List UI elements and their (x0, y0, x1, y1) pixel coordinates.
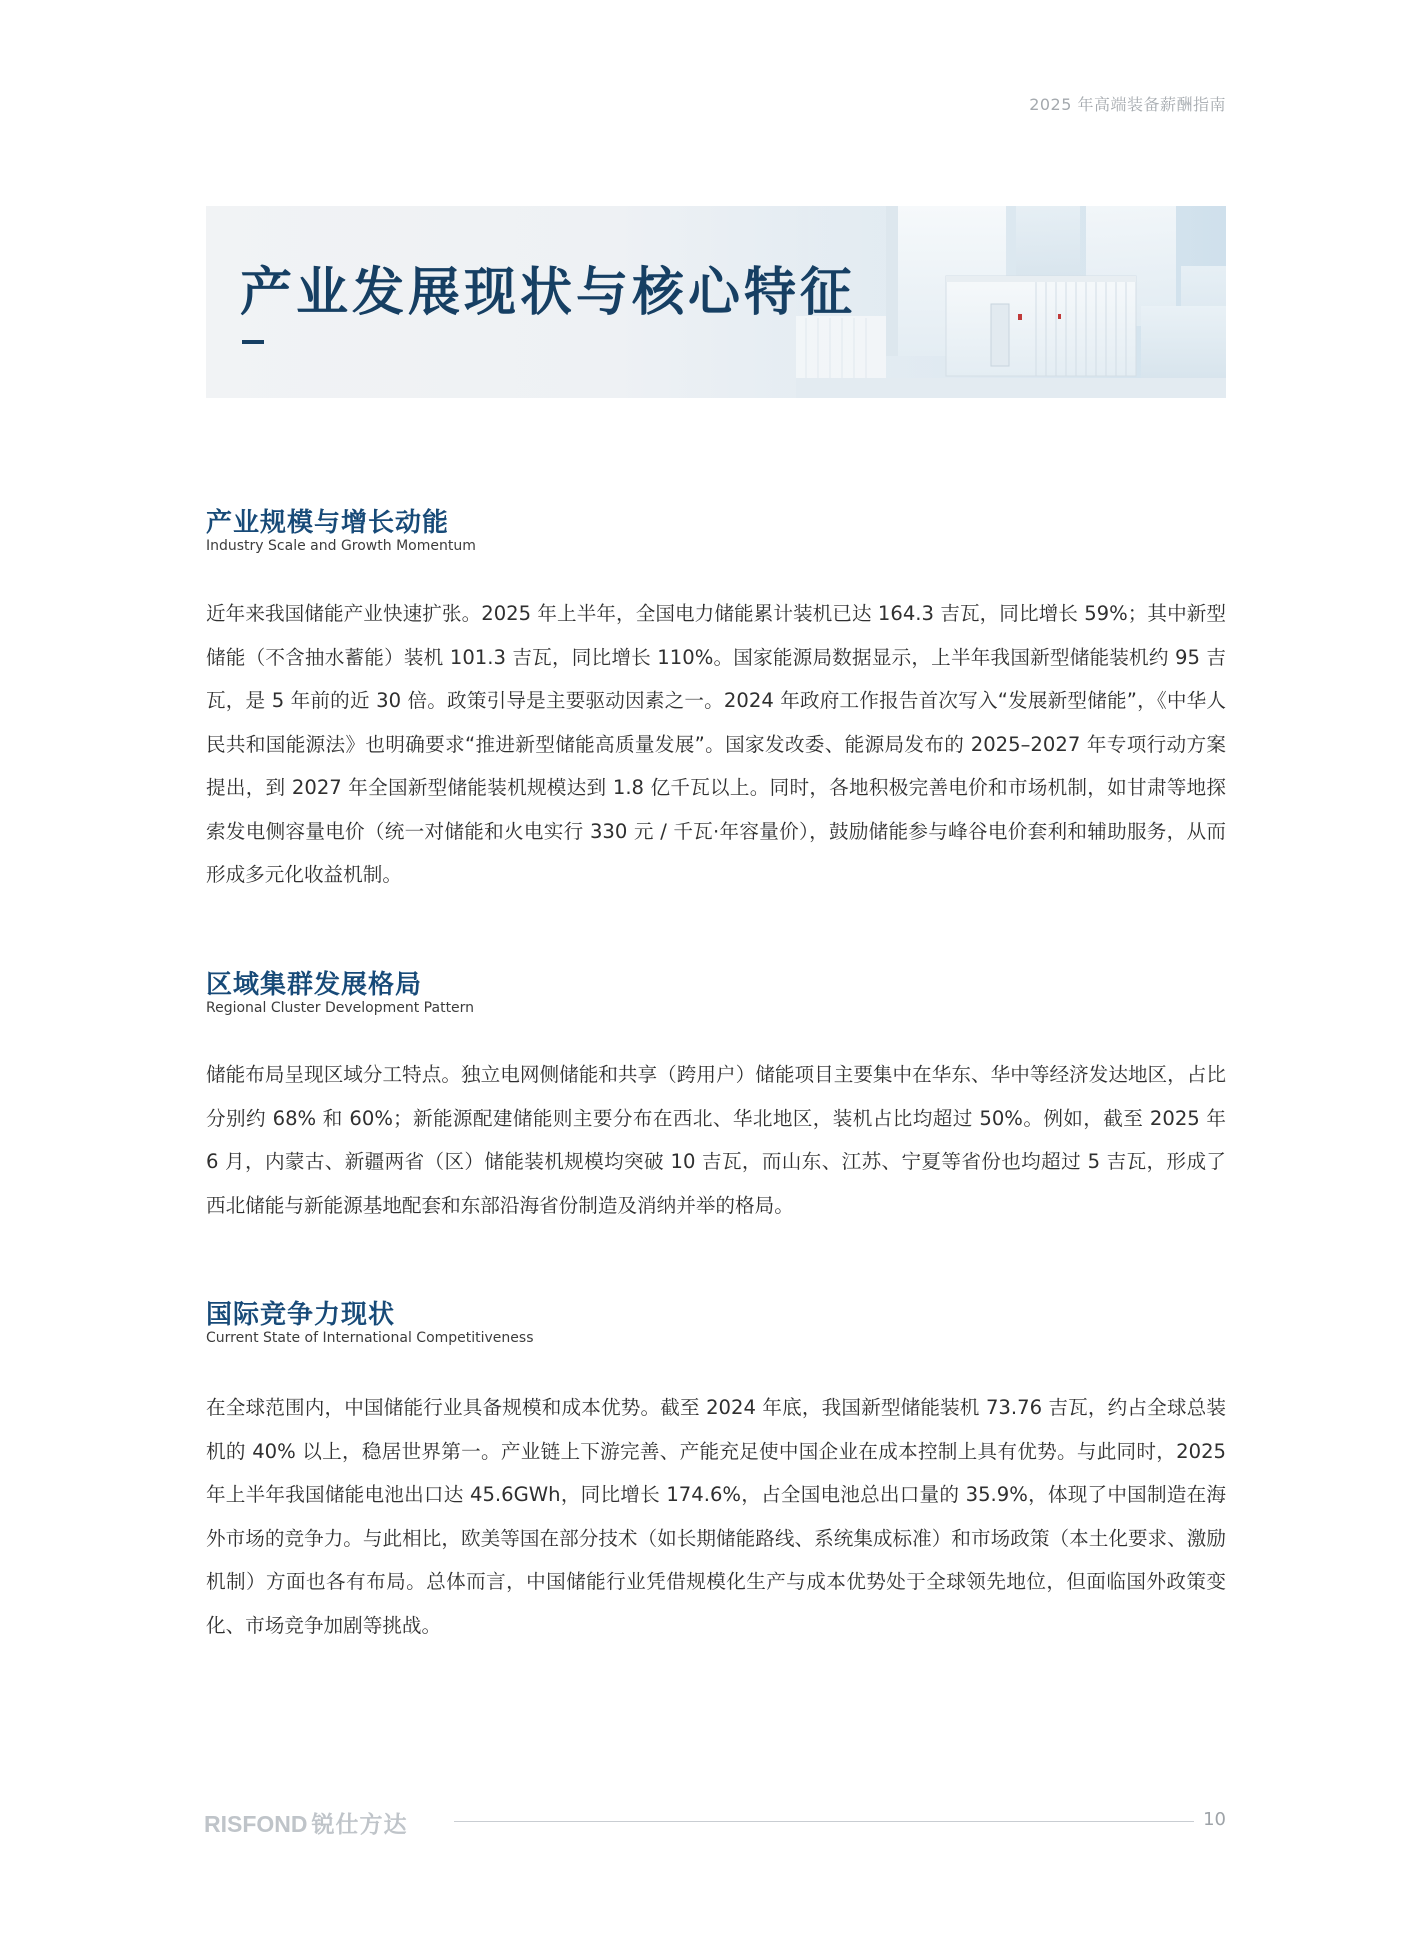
section-heading-regional-cluster (206, 970, 474, 1016)
chapter-title: 产业发展现状与核心特征 (240, 262, 857, 323)
title-underline-dash (242, 340, 264, 344)
chapter-banner (206, 206, 1226, 398)
logo-chinese-text: 锐仕方达 (311, 1811, 408, 1837)
section-heading-industry-scale (206, 508, 476, 554)
section-heading-international-competitiveness (206, 1300, 534, 1346)
logo-latin-text: RISFOND (204, 1811, 308, 1837)
section-title-zh: 产业规模与增长动能 (206, 508, 450, 538)
section-body-international-competitiveness: 在全球范围内，中国储能行业具备规模和成本优势。截至 2024 年底，我国新型储能装机 73.76 吉瓦，约占全球总装机的 40% 以上，稳居世界第一。产业链上下游完善、产能充足使中国企业在成本控制上具有优势。与此同时，2025 年上半年我国储能电池出口达 45.6GWh，同比增长 174.6%，占全国电池总出口量的 35.9%，体现了中国制造在海外市场的竞争力。与此相比，欧美等国在部分技术（如长期储能路线、系统集成标准）和市场政策（本土化要求、激励机制）方面也各有布局。总体而言，中国储能行业凭借规模化生产与成本优势处于全球领先地位，但面临国外政策变化、市场竞争加剧等挑战。 (206, 1396, 1226, 1637)
section-body-industry-scale: 近年来我国储能产业快速扩张。2025 年上半年，全国电力储能累计装机已达 164.3 吉瓦，同比增长 59%；其中新型储能（不含抽水蓄能）装机 101.3 吉瓦，同比增长 110%。国家能源局数据显示，上半年我国新型储能装机约 95 吉瓦，是 5 年前的近 30 倍。政策引导是主要驱动因素之一。2024 年政府工作报告首次写入“发展新型储能”，《中华人民共和国能源法》也明确要求“推进新型储能高质量发展”。国家发改委、能源局发布的 2025–2027 年专项行动方案提出，到 2027 年全国新型储能装机规模达到 1.8 亿千瓦以上。同时，各地积极完善电价和市场机制，如甘肃等地探索发电侧容量电价（统一对储能和火电实行 330 元 / 千瓦·年容量价），鼓励储能参与峰谷电价套利和辅助服务，从而形成多元化收益机制。 (206, 602, 1226, 886)
section-title-en: Industry Scale and Growth Momentum (206, 538, 476, 554)
section-title-en: Current State of International Competitiveness (206, 1330, 534, 1346)
running-header: 2025 年高端装备薪酬指南 (1029, 95, 1226, 114)
section-title-zh: 区域集群发展格局 (206, 970, 423, 1000)
section-title-zh: 国际竞争力现状 (206, 1300, 396, 1330)
energy-storage-containers-illustration (796, 206, 1226, 398)
section-body-regional-cluster: 储能布局呈现区域分工特点。独立电网侧储能和共享（跨用户）储能项目主要集中在华东、华中等经济发达地区，占比分别约 68% 和 60%；新能源配建储能则主要分布在西北、华北地区，装机占比均超过 50%。例如，截至 2025 年 6 月，内蒙古、新疆两省（区）储能装机规模均突破 10 吉瓦，而山东、江苏、宁夏等省份也均超过 5 吉瓦，形成了西北储能与新能源基地配套和东部沿海省份制造及消纳并举的格局。 (206, 1063, 1226, 1217)
footer-divider (454, 1821, 1194, 1822)
company-logo (204, 1806, 408, 1839)
page-number: 10 (1203, 1809, 1226, 1830)
section-title-en: Regional Cluster Development Pattern (206, 1000, 475, 1016)
